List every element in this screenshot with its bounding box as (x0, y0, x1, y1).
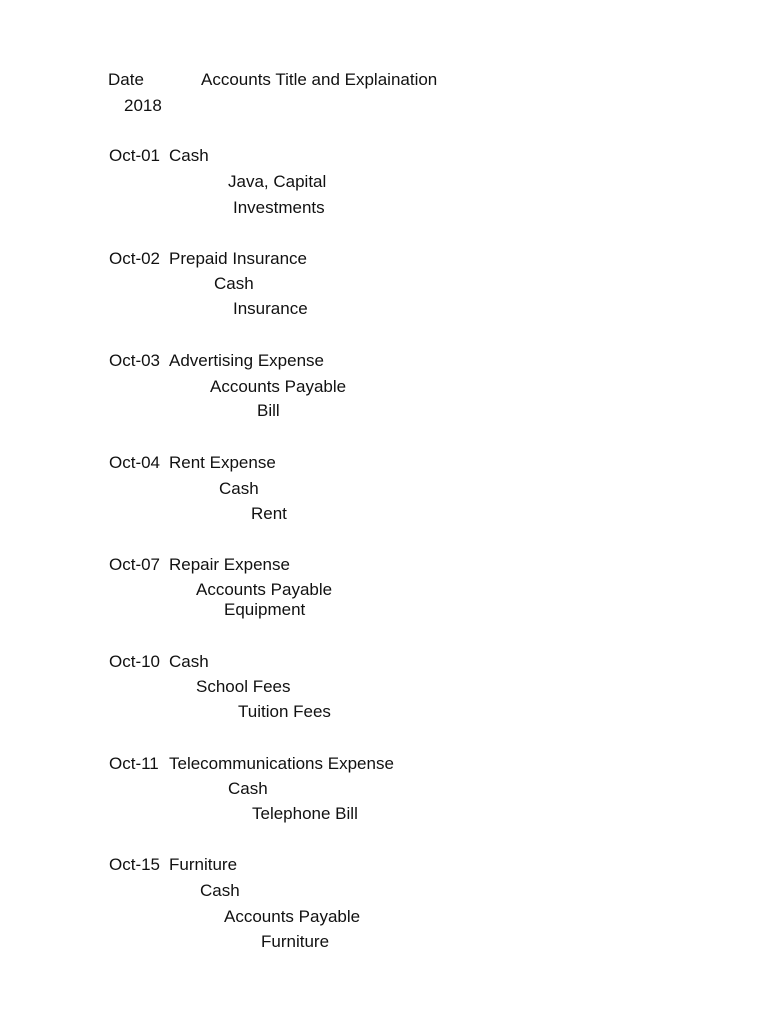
entry-date: Oct-04 (109, 453, 161, 472)
year-label: 2018 (124, 96, 162, 115)
entry-debit-account: Telecommunications Expense (169, 754, 394, 773)
entry-debit-account: Cash (169, 652, 209, 671)
entry-date: Oct-07 (109, 555, 161, 574)
entry-debit-account: Prepaid Insurance (169, 249, 307, 268)
entry-debit-account: Rent Expense (169, 453, 276, 472)
entry-debit-account: Cash (169, 146, 209, 165)
entry-debit-account: Repair Expense (169, 555, 290, 574)
entry-explanation: Furniture (261, 932, 330, 951)
entry-explanation: Telephone Bill (252, 804, 358, 823)
entry-date: Oct-11 (109, 754, 159, 773)
entry-explanation: Equipment (224, 600, 306, 619)
entry-debit-account: Advertising Expense (169, 351, 324, 370)
entry-explanation: Rent (251, 504, 287, 523)
entry-explanation: Tuition Fees (238, 702, 331, 721)
entry-credit-account: Accounts Payable (196, 580, 333, 599)
entry-explanation: Investments (233, 198, 325, 217)
entry-credit-account: Cash (200, 881, 240, 900)
entry-credit-account: Cash (219, 479, 259, 498)
entry-credit-account: Accounts Payable (224, 907, 361, 926)
date-column-header: Date (108, 70, 144, 89)
entry-debit-account: Furniture (169, 855, 238, 874)
account-title-column-header: Accounts Title and Explaination (201, 70, 438, 89)
entry-date: Oct-02 (109, 249, 161, 268)
entry-explanation: Bill (257, 401, 280, 420)
entry-date: Oct-01 (109, 146, 161, 165)
entry-credit-account: Java, Capital (228, 172, 327, 191)
entry-credit-account: Cash (228, 779, 268, 798)
entry-credit-account: School Fees (196, 677, 291, 696)
entry-date: Oct-03 (109, 351, 161, 370)
entry-credit-account: Cash (214, 274, 254, 293)
entry-date: Oct-15 (109, 855, 161, 874)
entry-explanation: Insurance (233, 299, 308, 318)
entry-date: Oct-10 (109, 652, 161, 671)
entry-credit-account: Accounts Payable (210, 377, 347, 396)
